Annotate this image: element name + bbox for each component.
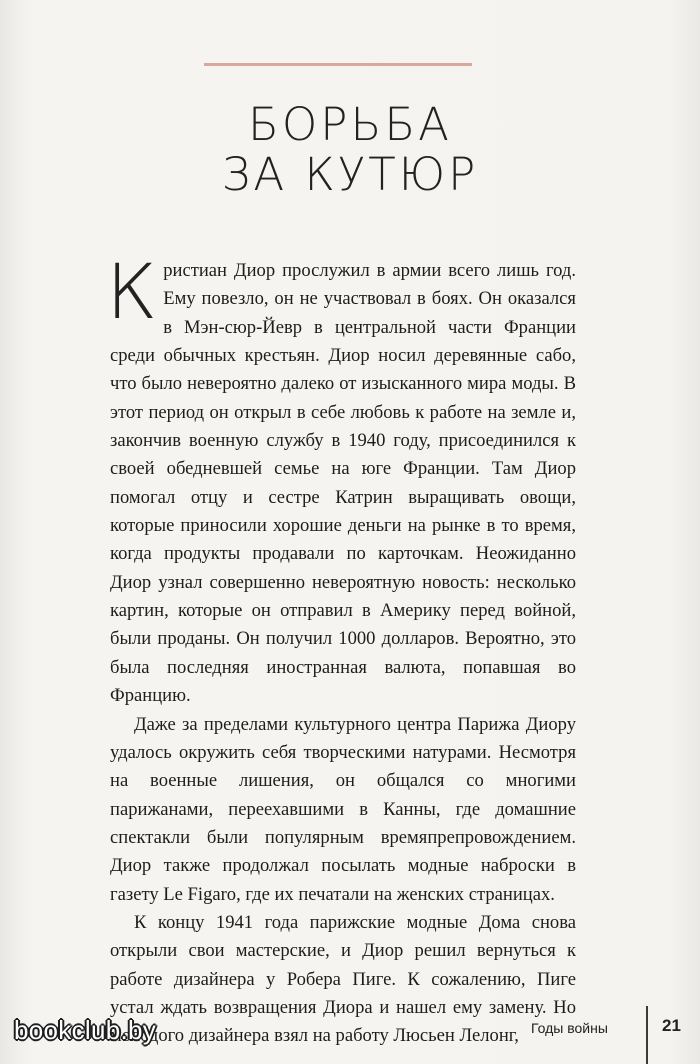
body-text [106, 247, 576, 1051]
paragraph-3: К концу 1941 года парижские модные Дома снова открыли свои мастерские, и Диор решил вернуться к работе дизайнера у Робера Пиге. К сожалению, Пиге устал ждать возвращения Диора и нашел ему замену. Но молодого дизайнера взял на работу Люсьен Лелонг, [110, 911, 576, 1047]
chapter-title-line-1: БОРЬБА [248, 98, 452, 151]
page-number: 21 [662, 1016, 681, 1035]
running-head: Годы войны [531, 1020, 608, 1036]
paragraph-1 [106, 247, 576, 711]
chapter-title-line-2: ЗА КУТЮР [221, 148, 479, 201]
paragraph-2: Даже за пределами культурного центра Парижа Диору удалось окружить себя творческими натурами. Несмотря на военные лишения, он общался со многими парижанами, переехавшими в Канны, где домашние спектакли были популярным времяпрепровождением. Диор также продолжал посылать модные наброски в газету Le Figaro, где их печатали на женских страницах. [110, 713, 576, 905]
chapter-title [0, 100, 700, 200]
drop-cap: К [106, 247, 158, 336]
footer-divider [646, 1006, 648, 1064]
paragraph-1-text: ристиан Диор прослужил в армии всего лишь год. Ему повезло, он не участвовал в боях. Он оказался в Мэн-сюр-Йевр в центральной части Франции среди обычных крестьян. Диор носил деревянные сабо, что было невероятно далеко от изысканного мира моды. В этот период он открыл в себе любовь к работе на земле и, закончив военную службу в 1940 году, присоединился к своей обедневшей семье на юге Франции. Там Диор помогал отцу и сестре Катрин выращивать овощи, которые приносили хорошие деньги на рынке в то время, когда продукты продавали по карточкам. Неожиданно Диор узнал совершенно невероятную новость: несколько картин, которые он отправил в Америку перед войной, были проданы. Он получил 1000 долларов. Вероятно, это была последняя иностранная валюта, попавшая во Францию. [110, 260, 576, 707]
decorative-rule [204, 63, 472, 66]
watermark-logo: bookclub.by [14, 1015, 157, 1045]
